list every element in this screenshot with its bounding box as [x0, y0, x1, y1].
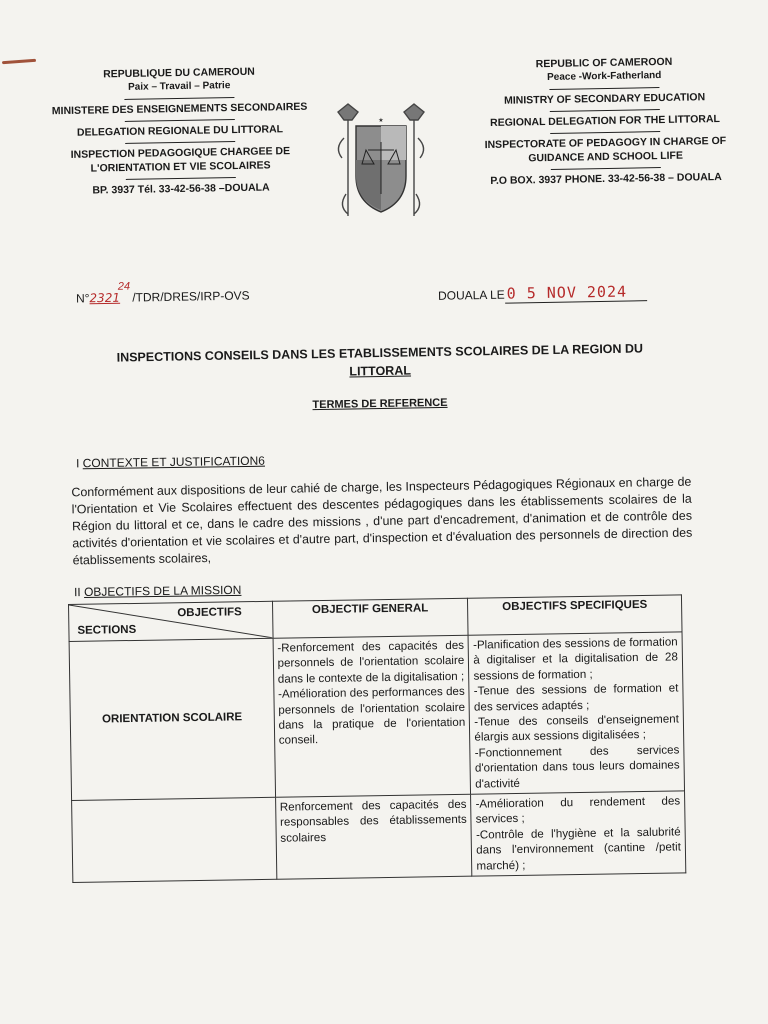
section-cell: ORIENTATION SCOLAIRE: [69, 638, 275, 800]
general-objective-item: Renforcement des capacités des responsables des établissements scolaires: [279, 797, 467, 845]
header-left: [39, 64, 321, 199]
header-right: [469, 54, 741, 189]
section-1-paragraph: Conformément aux dispositions de leur cahié de charge, les Inspecteurs Pédagogiques Régionaux en charge de l'Orientation et Vie Scolaires effectuent des descentes pédagogiques dans les établissements scolaires de la Région du littoral et ce, dans le cadre des missions , d'une part d'encadrement, d'animation et de contrôle des activités d'orientation et vie scolaires et d'autre part, d'inspection et d'évaluation des personnels de direction des établissements scolaires,: [71, 474, 693, 568]
reference-suffix: /TDR/DRES/IRP-OVS: [132, 288, 250, 305]
separator: [125, 119, 235, 122]
corner-label-objectives: OBJECTIFS: [177, 606, 242, 620]
specific-objective-item: -Planification des sessions de formation à digitaliser et la digitalisation de 28 sessions de formation ;: [472, 635, 679, 683]
motto-fr: Paix – Travail – Patrie: [127, 80, 231, 93]
specific-objective-item: -Tenue des conseils d'enseignement élargis aux sessions digitalisées ;: [474, 712, 679, 745]
specific-objective-item: -Tenue des sessions de formation et des services adaptés ;: [473, 681, 679, 714]
col-header-general: OBJECTIF GENERAL: [272, 598, 468, 638]
inspection-fr: INSPECTION PEDAGOGIQUE CHARGEE DE L'ORIENTATION ET VIE SCOLAIRES: [70, 145, 291, 175]
section-cell: [72, 797, 277, 882]
specific-objective-item: -Amélioration du rendement des services ;: [475, 794, 681, 827]
separator: [124, 97, 234, 100]
title-line-2: LITTORAL: [349, 363, 412, 379]
ministry-fr: MINISTERE DES ENSEIGNEMENTS SECONDAIRES: [51, 100, 308, 118]
general-objective-cell: [273, 635, 471, 797]
separator: [550, 131, 660, 134]
section-2-title: OBJECTIFS DE LA MISSION: [83, 582, 242, 600]
section-1-title: CONTEXTE ET JUSTIFICATION6: [82, 453, 266, 471]
red-pen-mark: [2, 59, 36, 64]
general-objective-item: -Amélioration des performances des personnels de l'orientation scolaire dans la pratique de l'orientation conseil.: [278, 684, 466, 748]
address-en: P.O BOX. 3937 PHONE. 33-42-56-38 – DOUALA: [490, 170, 722, 188]
delegation-en: REGIONAL DELEGATION FOR THE LITTORAL: [489, 112, 721, 130]
date-line: [438, 282, 647, 305]
coat-of-arms-icon: [326, 98, 436, 228]
specific-objective-item: -Fonctionnement des services d'orientation dans tous leurs domaines d'activité: [474, 743, 680, 791]
country-en: REPUBLIC OF CAMEROON: [535, 55, 673, 71]
section-1-heading: [76, 454, 265, 471]
table-row: [69, 632, 684, 801]
motto-en: Peace -Work-Fatherland: [546, 70, 662, 84]
objectives-table: [68, 594, 686, 883]
corner-label-sections: SECTIONS: [77, 623, 137, 637]
specific-objective-cell: [471, 791, 686, 876]
reference-number: [75, 280, 250, 306]
col-header-specific: OBJECTIFS SPECIFIQUES: [468, 595, 682, 635]
reference-prefix: N°: [75, 291, 90, 306]
table-corner-cell: [69, 601, 273, 641]
svg-text:★: ★: [378, 117, 384, 124]
date-stamp: 0 5 NOV 2024: [505, 282, 647, 303]
separator: [125, 141, 235, 144]
section-2-heading: [74, 583, 242, 599]
section-1-number: I: [75, 456, 83, 471]
document-subtitle: TERMES DE REFERENCE: [312, 396, 448, 412]
country-fr: REPUBLIQUE DU CAMEROUN: [103, 65, 255, 81]
general-objective-item: -Renforcement des capacités des personnels de l'orientation scolaire dans le contexte de la digitalisation ;: [277, 638, 465, 686]
inspection-en: INSPECTORATE OF PEDAGOGY IN CHARGE OF GUIDANCE AND SCHOOL LIFE: [484, 134, 727, 165]
address-fr: BP. 3937 Tél. 33-42-56-38 –DOUALA: [92, 181, 270, 197]
table-row: [72, 791, 686, 883]
separator: [551, 167, 661, 170]
handwritten-number: 2321: [89, 290, 121, 306]
title-line-1: INSPECTIONS CONSEILS DANS LES ETABLISSEMENTS SCOLAIRES DE LA REGION DU: [116, 341, 644, 365]
delegation-fr: DELEGATION REGIONALE DU LITTORAL: [76, 123, 284, 139]
date-label: DOUALA LE: [437, 287, 505, 303]
separator: [549, 87, 659, 90]
general-objective-cell: [275, 794, 472, 879]
specific-objective-item: -Contrôle de l'hygiène et la salubrité dans l'environnement (cantine /petit marché) ;: [475, 825, 681, 873]
separator: [126, 177, 236, 180]
handwritten-year: 24: [117, 280, 131, 293]
separator: [550, 109, 660, 112]
ministry-en: MINISTRY OF SECONDARY EDUCATION: [503, 91, 706, 107]
specific-objective-cell: [468, 632, 684, 794]
document-title: [100, 339, 661, 385]
section-2-number: II: [73, 585, 85, 600]
